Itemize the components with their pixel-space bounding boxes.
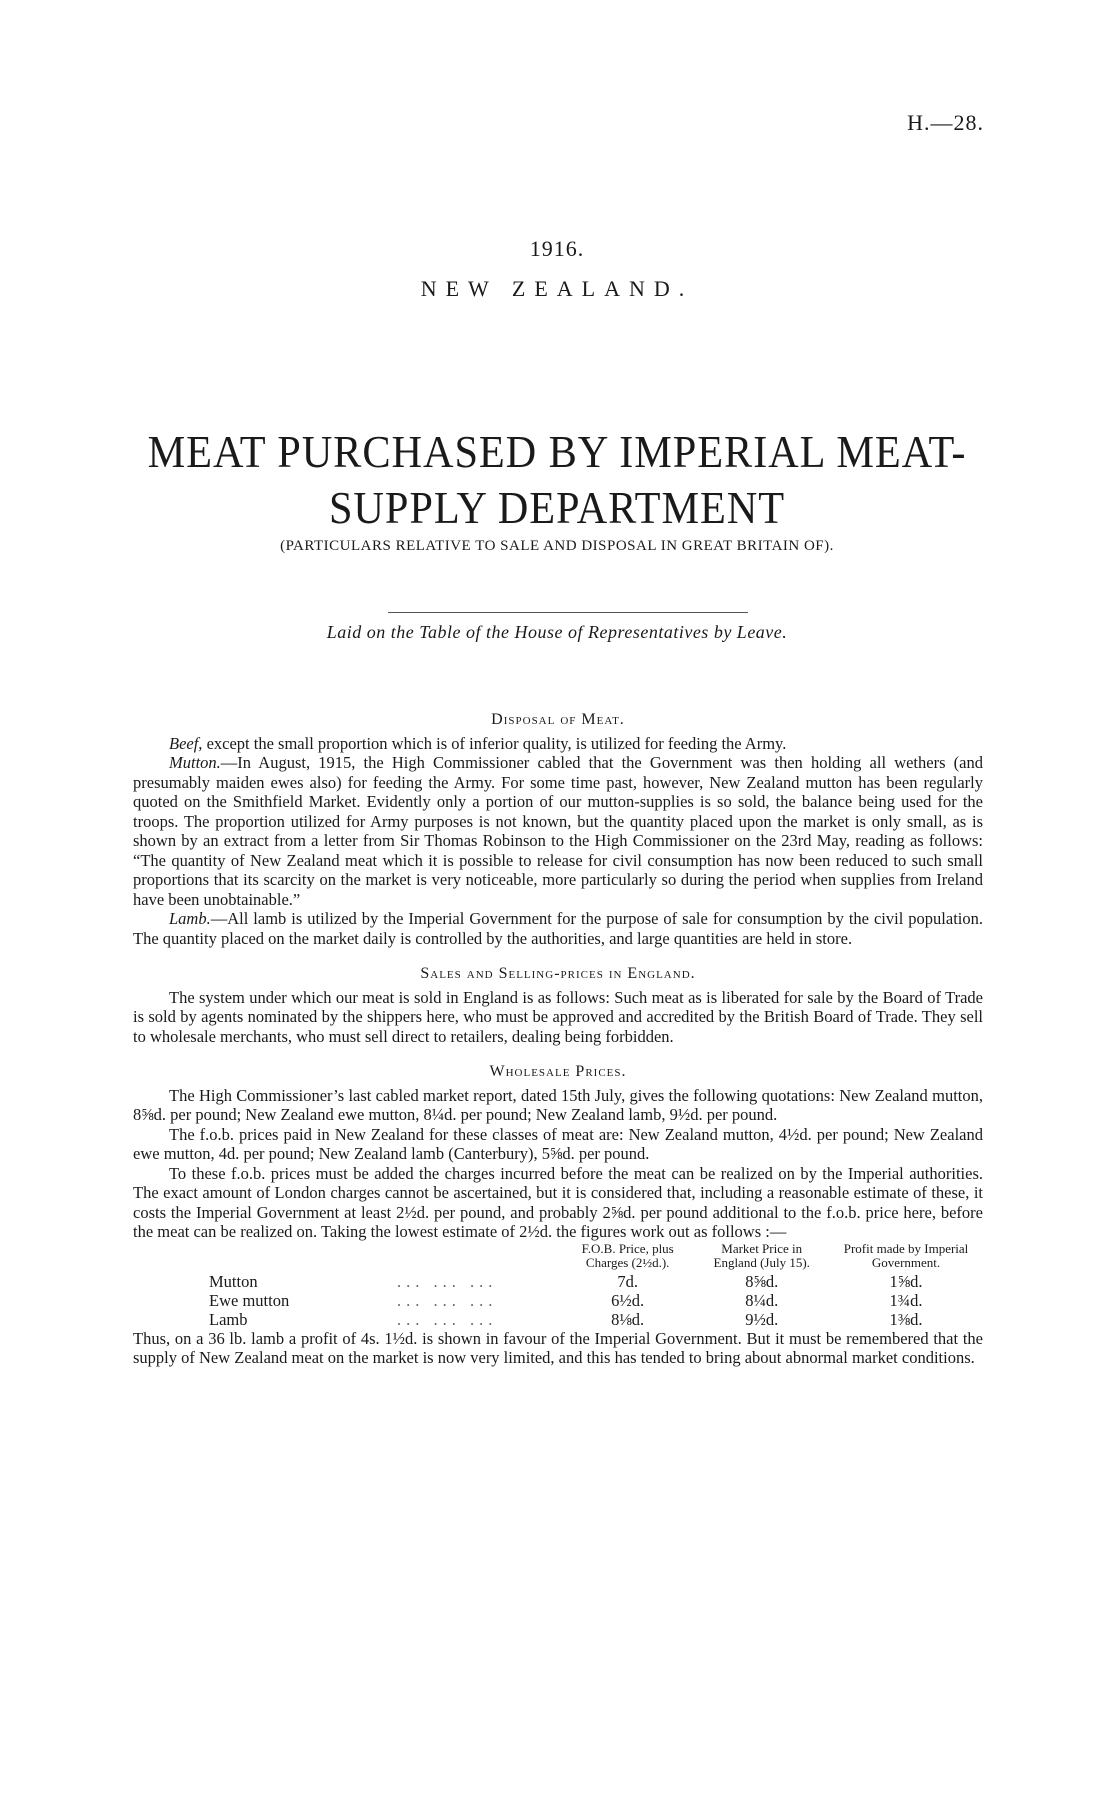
column-header-fob: F.O.B. Price, plus Charges (2½d.). [581, 1240, 674, 1270]
row-leader-dots: ... ... ... [397, 1309, 498, 1329]
row-leader-dots: ... ... ... [397, 1271, 498, 1291]
column-header-market: Market Price in England (July 15). [713, 1240, 810, 1270]
paragraph-mutton [133, 753, 983, 909]
column-header-profit: Profit made by Imperial Government. [843, 1240, 969, 1270]
page-reference: H.—28. [907, 110, 984, 135]
paragraph-quotations: The High Commissioner’s last cabled market report, dated 15th July, gives the following quotations: New Zealand mutton, 8⅝d. per pound; New Zealand ewe mutton, 8¼d. per pound; New Zealand lamb, 9½d. per pound. [133, 1085, 983, 1124]
document-title: MEAT PURCHASED BY IMPERIAL MEAT-SUPPLY DEPARTMENT [147, 426, 967, 533]
lamb-lead: Lamb. [169, 909, 211, 928]
row-label: Mutton [209, 1271, 258, 1291]
paragraph-sales: The system under which our meat is sold in England is as follows: Such meat as is liberated for sale by the Board of Trade is sold by agents nominated by the shippers here, who must be approved and accredited by the British Board of Trade. They sell to wholesale merchants, who must sell direct to retailers, dealing being forbidden. [133, 987, 983, 1046]
row-label: Lamb [209, 1309, 248, 1329]
profit-cell: 1⅝d. [889, 1271, 923, 1291]
section-heading-wholesale: Wholesale Prices. [489, 1063, 627, 1080]
country-heading: NEW ZEALAND. [420, 276, 694, 301]
mutton-text: —In August, 1915, the High Commissioner cabled that the Government was then holding all wethers (and presumably maiden ewes also) for feeding the Army. For some time past, however, New Zealand mutton has been regularly quoted on the Smithfield Market. Evidently only a portion of our mutton-supplies is so sold, the balance being used for the troops. The proportion utilized for Army purposes is not known, but the quantity placed upon the market is only small, as is shown by an extract from a letter from Sir Thomas Robinson to the High Commissioner on the 23rd May, reading as follows: “The quantity of New Zealand meat which it is possible to release for civil consumption has now been reduced to such small proportions that its scarcity on the market is very noticeable, more particularly so during the period when supplies from Ireland have been unobtainable.” [133, 753, 983, 909]
profit-cell: 1¾d. [889, 1290, 923, 1310]
price-table [133, 1242, 983, 1329]
divider-rule [388, 612, 748, 613]
fob-price-cell: 6½d. [611, 1290, 645, 1310]
table-row [133, 1310, 983, 1329]
mutton-lead: Mutton. [169, 753, 221, 772]
fob-price-cell: 7d. [617, 1271, 638, 1291]
table-row [133, 1291, 983, 1310]
table-row [133, 1272, 983, 1291]
beef-text: except the small proportion which is of inferior quality, is utilized for feeding the Army. [202, 733, 787, 753]
lamb-text: —All lamb is utilized by the Imperial Government for the purpose of sale for consumption by the civil population. The quantity placed on the market daily is controlled by the authorities, and large quantities are held in store. [133, 909, 983, 948]
market-price-cell: 8⅝d. [745, 1271, 779, 1291]
profit-cell: 1⅜d. [889, 1309, 923, 1329]
paragraph-beef [133, 734, 983, 754]
section-heading-disposal: Disposal of Meat. [491, 711, 625, 728]
fob-price-cell: 8⅛d. [611, 1309, 645, 1329]
row-label: Ewe mutton [209, 1290, 290, 1310]
beef-lead: Beef, [169, 733, 203, 753]
market-price-cell: 8¼d. [745, 1290, 779, 1310]
section-heading-sales: Sales and Selling-prices in England. [420, 965, 696, 982]
paragraph-conclusion: Thus, on a 36 lb. lamb a profit of 4s. 1½d. is shown in favour of the Imperial Government. But it must be remembered that the supply of New Zealand meat on the market is now very limited, and this has tended to bring about abnormal market conditions. [133, 1328, 983, 1367]
row-leader-dots: ... ... ... [397, 1290, 498, 1310]
laid-on-table-note: Laid on the Table of the House of Representatives by Leave. [326, 622, 788, 642]
document-body [133, 708, 983, 1368]
market-price-cell: 9½d. [745, 1309, 779, 1329]
paragraph-lamb [133, 909, 983, 948]
paragraph-fob-prices: The f.o.b. prices paid in New Zealand for these classes of meat are: New Zealand mutton, 4½d. per pound; New Zealand ewe mutton, 4d. per pound; New Zealand lamb (Canterbury), 5⅝d. per pound. [133, 1124, 983, 1163]
document-year: 1916. [529, 236, 585, 261]
document-subtitle: (PARTICULARS RELATIVE TO SALE AND DISPOSAL IN GREAT BRITAIN OF). [280, 538, 834, 554]
table-header-row [133, 1242, 983, 1272]
paragraph-charges: To these f.o.b. prices must be added the charges incurred before the meat can be realized on by the Imperial authorities. The exact amount of London charges cannot be ascertained, but it is considered that, including a reasonable estimate of these, it costs the Imperial Government at least 2½d. per pound, and probably 2⅝d. per pound additional to the f.o.b. price here, before the meat can be realized on. Taking the lowest estimate of 2½d. the figures work out as follows :— [133, 1163, 983, 1241]
